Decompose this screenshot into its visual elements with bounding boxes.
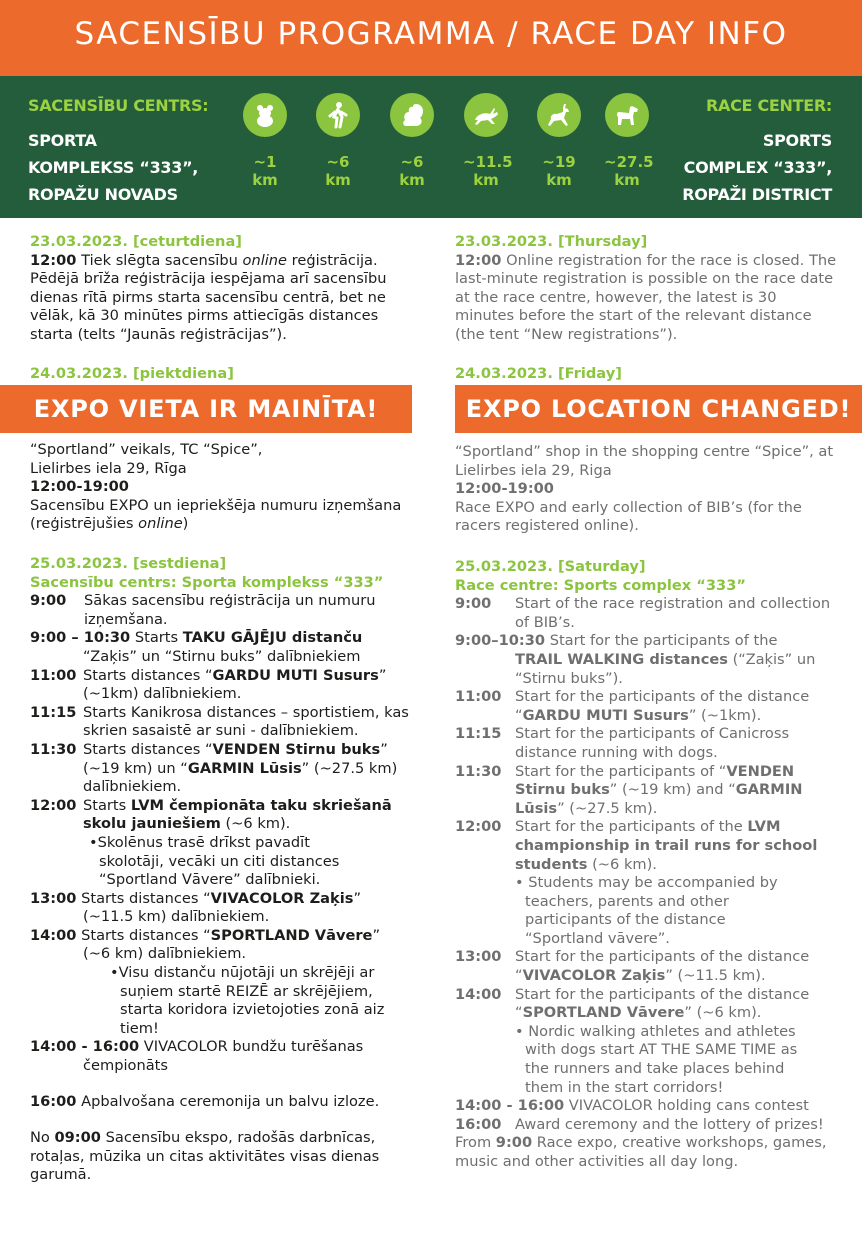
- en-text: Start for the participants of the: [515, 818, 748, 836]
- lv-race-centre: Sacensību centrs: Sporta komplekss “333”: [30, 573, 384, 591]
- en-text: Award ceremony and the lottery of prizes!: [515, 1115, 824, 1133]
- distance-value: ~27.5: [604, 153, 654, 171]
- hare-icon: [464, 93, 508, 137]
- en-date-thursday: 23.03.2023. [Thursday]: [455, 233, 648, 250]
- lv-text: Starts distances “: [76, 889, 211, 907]
- lv-text: Starts distances “: [83, 740, 213, 758]
- lv-bullet: •Visu distanču nūjotāji un skrējēji ar suņiem startē REIZĒ ar skrējējiem, starta koridora izvietojoties zonā aiz tiem!: [110, 964, 385, 1037]
- lv-text: Sacensību ekspo, radošās darbnīcas, rotaļas, mūzika un citas aktivitātes visas dienas garumā.: [30, 1129, 380, 1184]
- lv-schedule-item: [30, 797, 420, 890]
- en-text: ” (~27.5 km).: [557, 799, 658, 817]
- en-thursday: [455, 233, 840, 345]
- lv-text-bold: TAKU GĀJĒJU distanču: [182, 629, 363, 647]
- distance-value: ~6: [326, 153, 350, 171]
- lv-text: Starts distances “: [83, 666, 213, 684]
- race-center-lv-title: SACENSĪBU CENTRS:: [28, 96, 209, 115]
- distance-unit: km: [614, 171, 640, 189]
- lv-schedule-item: [30, 927, 420, 1039]
- lv-text: Starts: [83, 796, 131, 814]
- en-time: 11:15: [455, 725, 502, 743]
- distance-unit: km: [325, 171, 351, 189]
- page-title: SACENSĪBU PROGRAMMA / RACE DAY INFO: [74, 16, 788, 52]
- lv-schedule-item: [30, 1038, 420, 1075]
- distance-value: ~6: [400, 153, 424, 171]
- lv-schedule-item: [30, 667, 420, 704]
- lv-time: 11:00: [30, 666, 77, 684]
- en-text: (~6 km).: [587, 855, 657, 873]
- header-bar: [0, 0, 862, 76]
- en-race-centre: Race centre: Sports complex “333”: [455, 576, 746, 594]
- lv-text: (~11.5 km) dalībniekiem.: [83, 908, 270, 926]
- lv-time: 12:00: [30, 251, 77, 269]
- race-center-en-title: RACE CENTER:: [706, 96, 832, 115]
- en-text-bold: GARDU MUTI Susurs: [522, 706, 689, 724]
- lv-time: 16:00: [30, 1092, 77, 1110]
- bear-icon: [243, 93, 287, 137]
- lv-text: (~6 km) dalībniekiem.: [83, 945, 247, 963]
- en-text-bold: TRAIL WALKING distances: [515, 650, 728, 668]
- distance-11-5km: [463, 93, 513, 189]
- en-text: (“Zaķis” un “Stirnu buks”).: [515, 650, 816, 687]
- en-time: 14:00: [455, 985, 502, 1003]
- lv-time: 9:00 – 10:30: [30, 629, 131, 647]
- en-text: Start for the participants of the distance “: [515, 948, 810, 985]
- lv-text: ”: [372, 926, 381, 944]
- en-time: 11:00: [455, 688, 502, 706]
- lv-time: 11:15: [30, 703, 77, 721]
- race-center-band: [0, 76, 862, 218]
- distance-value: ~19: [542, 153, 576, 171]
- lv-saturday: [30, 555, 420, 1185]
- en-schedule-item: [455, 986, 840, 1098]
- lv-time: 14:00 - 16:00: [30, 1038, 140, 1056]
- distance-6km-run: [389, 93, 435, 189]
- lv-expo-online: online: [138, 515, 183, 533]
- lv-time: 11:30: [30, 740, 77, 758]
- lv-text-bold: LVM čempionāta taku skriešanā skolu jauniešiem: [83, 796, 392, 833]
- en-text: ” (~1km).: [688, 706, 762, 724]
- en-schedule-item: [455, 1097, 840, 1116]
- en-text-bold: GARMIN Lūsis: [515, 781, 803, 817]
- en-time: 16:00: [455, 1115, 502, 1133]
- dog-icon: [605, 93, 649, 137]
- lv-expo-address: Lielirbes iela 29, Rīga: [30, 459, 187, 477]
- lv-text-bold: GARDU MUTI Susurs: [212, 666, 379, 684]
- lv-thursday: [30, 233, 420, 345]
- race-center-en: [682, 96, 832, 208]
- en-time: 9:00: [455, 595, 492, 613]
- en-saturday: [455, 558, 840, 1172]
- en-expo-place: “Sportland” shop in the shopping centre “Spice”, at Lielirbes iela 29, Riga: [455, 443, 834, 479]
- lv-text: ” (~27.5 km) dalībniekiem.: [83, 759, 398, 796]
- en-text: ” (~11.5 km).: [665, 967, 766, 985]
- distance-1km: [242, 93, 288, 189]
- en-footer: [455, 1134, 840, 1171]
- lv-time: 09:00: [54, 1129, 101, 1147]
- en-text: ” (~6 km).: [684, 1004, 762, 1022]
- en-schedule-item: [455, 725, 840, 762]
- lv-text-italic: online: [242, 251, 288, 269]
- lv-text-bold: VIVACOLOR Zaķis: [210, 889, 354, 907]
- distance-unit: km: [473, 171, 499, 189]
- en-text: ” (~19 km) and “: [609, 781, 736, 799]
- lv-time: 12:00: [30, 796, 77, 814]
- lv-text: Tiek slēgta sacensību: [76, 251, 243, 269]
- distance-unit: km: [399, 171, 425, 189]
- race-center-lv: [28, 96, 208, 208]
- en-schedule-item: [455, 632, 840, 688]
- en-time: 9:00: [495, 1134, 533, 1152]
- expo-banner-lv: EXPO VIETA IR MAINĪTA!: [0, 385, 412, 433]
- lv-text: ” (~1km) dalībniekiem.: [83, 666, 387, 703]
- en-schedule-item: [455, 818, 840, 948]
- en-bullet: • Students may be accompanied by teachers, parents and other participants of the distance “Sportland vāvere”.: [515, 874, 778, 947]
- en-date-saturday: 25.03.2023. [Saturday]: [455, 558, 646, 575]
- lv-expo-time: 12:00-19:00: [30, 478, 129, 496]
- lv-expo-close: ): [182, 515, 189, 533]
- race-center-lv-line2: KOMPLEKSS “333”,: [28, 158, 199, 177]
- lv-expo-text: Sacensību EXPO un iepriekšēja numuru izņemšana (reģistrējušies: [30, 496, 402, 533]
- lv-date-saturday: 25.03.2023. [sestdiena]: [30, 555, 227, 572]
- lv-schedule-item: [30, 592, 420, 629]
- lv-text: Sākas sacensību reģistrācija un numuru izņemšana.: [84, 592, 376, 628]
- distance-value: ~1: [253, 153, 277, 171]
- en-bullet: • Nordic walking athletes and athletes with dogs start AT THE SAME TIME as the runners and take places behind them in the start corridors!: [515, 1022, 798, 1096]
- lv-schedule-item: [30, 890, 420, 927]
- race-center-en-line1: SPORTS: [762, 131, 832, 150]
- lv-expo-place: “Sportland” veikals, TC “Spice”,: [30, 441, 263, 458]
- lv-text-bold: SPORTLAND Vāvere: [210, 926, 373, 944]
- squirrel-icon: [390, 93, 434, 137]
- en-expo-time: 12:00-19:00: [455, 480, 554, 498]
- lv-schedule-item: [30, 1093, 420, 1112]
- en-schedule-item: [455, 595, 840, 632]
- expo-banner-en: EXPO LOCATION CHANGED!: [455, 385, 862, 433]
- distance-27-5km: [604, 93, 654, 189]
- lv-text-bold: VENDEN Stirnu buks: [212, 740, 381, 758]
- lv-date-thursday: 23.03.2023. [ceturtdiena]: [30, 233, 242, 250]
- walker-icon: [316, 93, 360, 137]
- distance-unit: km: [546, 171, 572, 189]
- lv-text-bold: GARMIN Lūsis: [187, 759, 302, 777]
- lv-text: No: [30, 1129, 55, 1147]
- lv-text: čempionāts: [83, 1057, 168, 1075]
- lv-text: VIVACOLOR bundžu turēšanas: [139, 1038, 364, 1056]
- en-time: 12:00: [455, 251, 502, 269]
- en-time: 11:30: [455, 762, 502, 780]
- en-text: Start of the race registration and collection of BIB’s.: [515, 595, 831, 631]
- en-time: 14:00 - 16:00: [455, 1097, 565, 1115]
- lv-text: (~6 km).: [220, 815, 291, 833]
- en-schedule-item: [455, 688, 840, 725]
- en-schedule-item: [455, 948, 840, 985]
- en-time: 13:00: [455, 948, 502, 966]
- en-text-bold: VIVACOLOR Zaķis: [522, 967, 666, 985]
- en-text: Start for the participants of the distance “: [515, 688, 810, 724]
- race-center-lv-line1: SPORTA: [28, 131, 97, 150]
- en-time: 12:00: [455, 818, 502, 836]
- lv-schedule-item: [30, 741, 420, 797]
- en-text-bold: SPORTLAND Vāvere: [522, 1004, 685, 1022]
- en-time: 9:00–10:30: [455, 632, 546, 650]
- race-center-en-line2: COMPLEX “333”,: [683, 158, 832, 177]
- lv-text: Starts: [130, 629, 183, 647]
- lv-time: 14:00: [30, 926, 77, 944]
- distance-value: ~11.5: [463, 153, 513, 171]
- en-text: Start for the participants of the: [545, 632, 778, 650]
- distance-6km-walk: [315, 93, 361, 189]
- en-text-bold: VENDEN Stirnu buks: [515, 762, 795, 799]
- lv-time: 9:00: [30, 592, 67, 610]
- lv-friday-date: [30, 365, 420, 384]
- lv-text: ” (~19 km) un “: [83, 740, 388, 777]
- lv-bullet: •Skolēnus trasē drīkst pavadīt skolotāji, vecāki un citi distances “Sportland Vāvere” dalībnieki.: [89, 833, 340, 889]
- en-text: VIVACOLOR holding cans contest: [564, 1097, 809, 1115]
- lv-text: reģistrācija. Pēdējā brīža reģistrācija iespējama arī sacensību dienas rītā pirms starta sacensību centrā, bet ne vēlāk, kā 30 minūtes pirms attiecīgās distances starta (telts “Jaunās reģistrācijas”).: [30, 251, 387, 343]
- race-center-lv-line3: ROPAŽU NOVADS: [28, 185, 178, 204]
- distance-19km: [536, 93, 582, 189]
- en-schedule-item: [455, 763, 840, 819]
- lv-schedule-item: [30, 629, 420, 666]
- lv-date-friday: 24.03.2023. [piektdiena]: [30, 365, 234, 382]
- en-text: Start for the participants of “: [515, 762, 727, 780]
- en-friday-expo: [455, 443, 840, 536]
- lv-text: Starts distances “: [76, 926, 211, 944]
- lv-text: ”: [353, 889, 361, 907]
- lv-footer: [30, 1129, 420, 1185]
- en-date-friday: 24.03.2023. [Friday]: [455, 365, 622, 382]
- race-center-en-line3: ROPAŽI DISTRICT: [682, 185, 832, 204]
- en-expo-text: Race EXPO and early collection of BIB’s (for the racers registered online).: [455, 498, 802, 535]
- en-friday-date: [455, 365, 840, 384]
- lv-text: “Zaķis” un “Stirnu buks” dalībniekiem: [83, 647, 361, 665]
- lv-text: Starts Kanikrosa distances – sportistiem, kas skrien sasaistē ar suni - dalībniekiem.: [83, 703, 409, 740]
- en-text: Race expo, creative workshops, games, music and other activities all day long.: [455, 1134, 827, 1170]
- lv-schedule-item: [30, 704, 420, 741]
- en-schedule-item: [455, 1116, 840, 1135]
- distance-unit: km: [252, 171, 278, 189]
- en-text: Start for the participants of the distance “: [515, 985, 810, 1022]
- deer-icon: [537, 93, 581, 137]
- en-text: Start for the participants of Canicross distance running with dogs.: [515, 725, 790, 761]
- lv-time: 13:00: [30, 889, 77, 907]
- lv-text: Apbalvošana ceremonija un balvu izloze.: [76, 1092, 380, 1110]
- en-text: From: [455, 1134, 496, 1152]
- lv-friday-expo: [30, 441, 420, 534]
- en-text-bold: LVM championship in trail runs for school students: [515, 818, 818, 873]
- en-text: Online registration for the race is closed. The last-minute registration is possible on the race date at the race centre, however, the latest is 30 minutes before the start of the relevant distance (the tent “New registrations”).: [455, 251, 837, 343]
